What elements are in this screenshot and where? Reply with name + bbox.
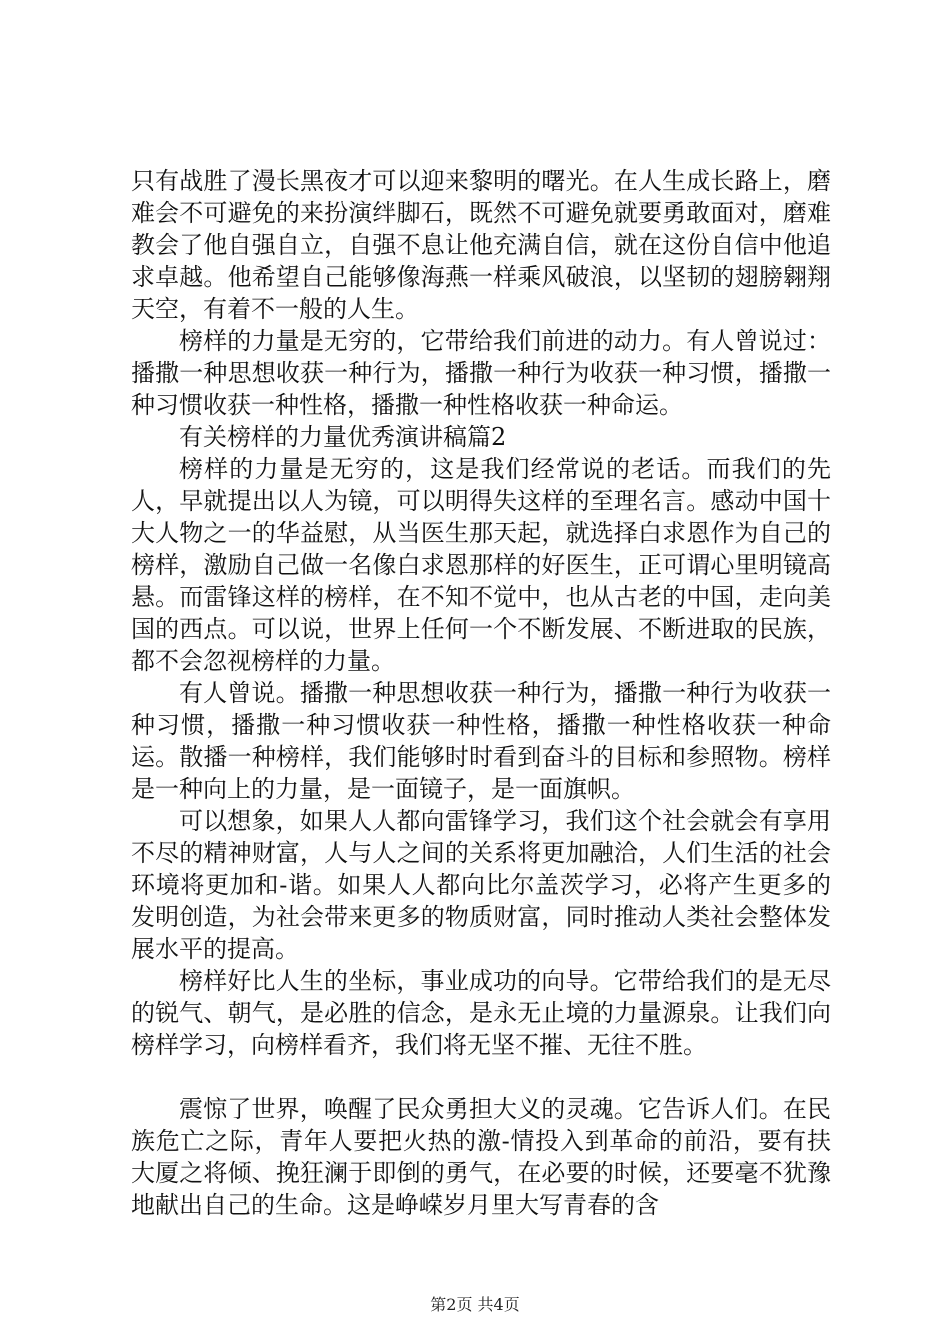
paragraph-2: 榜样的力量是无穷的，它带给我们前进的动力。有人曾说过：播撒一种思想收获一种行为，播撒一种行为收获一种习惯，播撒一种习惯收获一种性格，播撒一种性格收获一种命运。 (131, 327, 831, 419)
paragraph-1: 只有战胜了漫长黑夜才可以迎来黎明的曙光。在人生成长路上，磨难会不可避免的来扮演绊脚石，既然不可避免就要勇敢面对，磨难教会了他自强自立，自强不息让他充满自信，就在这份自信中他追求卓越。他希望自己能够像海燕一样乘风破浪，以坚韧的翅膀翱翔天空，有着不一般的人生。 (131, 167, 831, 323)
document-body (131, 165, 831, 1221)
page-number-footer: 第2页 共4页 (430, 1295, 520, 1314)
paragraph-5: 可以想象，如果人人都向雷锋学习，我们这个社会就会有享用不尽的精神财富，人与人之间的关系将更加融洽，人们生活的社会环境将更加和-谐。如果人人都向比尔盖茨学习，必将产生更多的发明创造，为社会带来更多的物质财富，同时推动人类社会整体发展水平的提高。 (131, 807, 831, 963)
paragraph-7: 震惊了世界，唤醒了民众勇担大义的灵魂。它告诉人们。在民族危亡之际，青年人要把火热的激-情投入到革命的前沿，要有扶大厦之将倾、挽狂澜于即倒的勇气，在必要的时候，还要毫不犹豫地献出自己的生命。这是峥嵘岁月里大写青春的含 (131, 1095, 831, 1219)
paragraph-3: 榜样的力量是无穷的，这是我们经常说的老话。而我们的先人，早就提出以人为镜，可以明得失这样的至理名言。感动中国十大人物之一的华益慰，从当医生那天起，就选择白求恩作为自己的榜样，激励自己做一名像白求恩那样的好医生，正可谓心里明镜高悬。而雷锋这样的榜样，在不知不觉中，也从古老的中国，走向美国的西点。可以说，世界上任何一个不断发展、不断进取的民族，都不会忽视榜样的力量。 (131, 455, 831, 675)
section-heading: 有关榜样的力量优秀演讲稿篇2 (179, 423, 507, 451)
paragraph-4: 有人曾说。播撒一种思想收获一种行为，播撒一种行为收获一种习惯，播撒一种习惯收获一种性格，播撒一种性格收获一种命运。散播一种榜样，我们能够时时看到奋斗的目标和参照物。榜样是一种向上的力量，是一面镜子，是一面旗帜。 (131, 679, 831, 803)
blank-line (131, 1061, 831, 1093)
paragraph-6: 榜样好比人生的坐标，事业成功的向导。它带给我们的是无尽的锐气、朝气，是必胜的信念，是永无止境的力量源泉。让我们向榜样学习，向榜样看齐，我们将无坚不摧、无往不胜。 (131, 967, 831, 1059)
